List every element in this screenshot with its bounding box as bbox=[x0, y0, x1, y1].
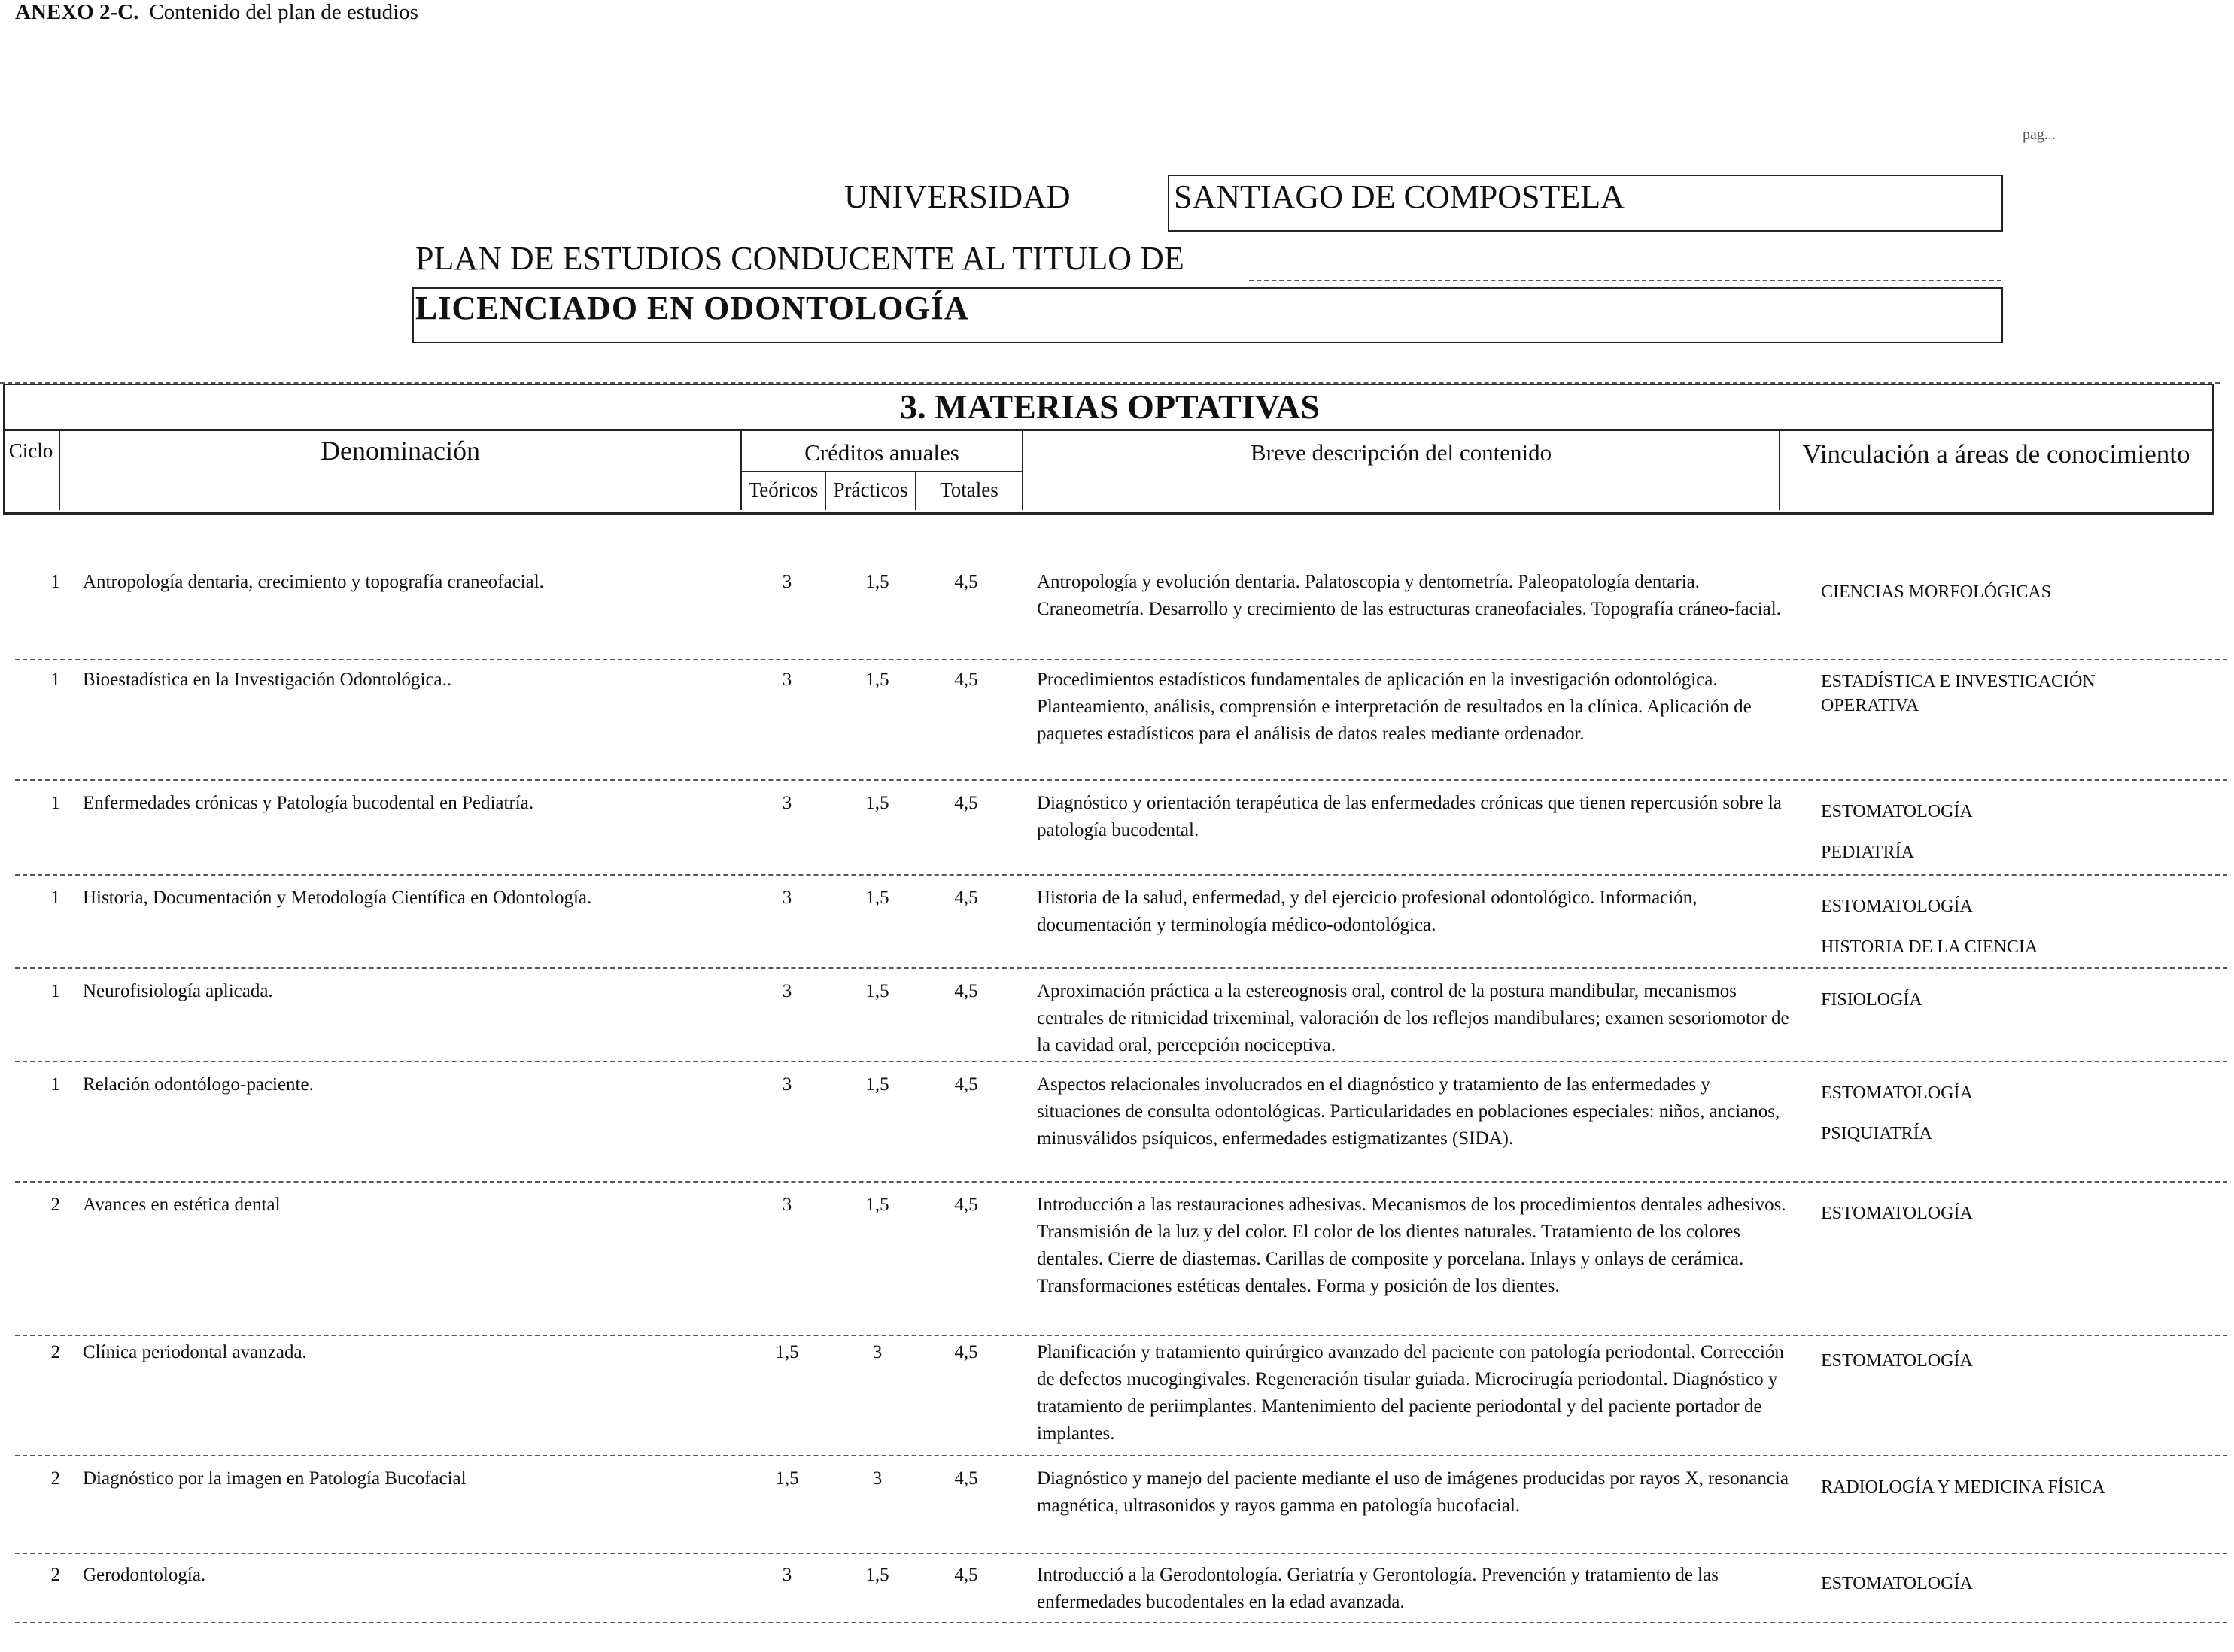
row-6-rule bbox=[15, 1181, 2227, 1183]
row-8-ciclo: 2 bbox=[50, 1342, 60, 1362]
row-6-area-2: PSIQUIATRÍA bbox=[1821, 1124, 1933, 1143]
row-10-descripcion: Introducció a la Gerodontología. Geriatría y Gerontología. Prevención y tratamiento de las enfermedades bucodentales en la edad avanzada. bbox=[1037, 1565, 1719, 1612]
row-2-rule bbox=[15, 779, 2227, 781]
row-6-denominacion: Relación odontólogo-paciente. bbox=[83, 1074, 314, 1095]
row-10-teoricos: 3 bbox=[782, 1565, 792, 1585]
annex-heading bbox=[15, 0, 418, 25]
row-10-ciclo: 2 bbox=[50, 1565, 60, 1585]
row-8-area-1: ESTOMATOLOGÍA bbox=[1821, 1351, 1973, 1371]
row-10-totales: 4,5 bbox=[954, 1565, 978, 1585]
row-9-teoricos: 1,5 bbox=[775, 1468, 799, 1489]
row-5-area-1: FISIOLOGÍA bbox=[1821, 990, 1922, 1010]
col-vinculacion: Vinculación a áreas de conocimiento bbox=[1802, 439, 2190, 469]
row-2-denominacion: Bioestadística en la Investigación Odontológica.. bbox=[83, 670, 452, 690]
row-4-descripcion: Historia de la salud, enfermedad, y del ejercicio profesional odontológico. Información, documentación y terminología médico-odontológica. bbox=[1037, 888, 1698, 935]
row-2-totales: 4,5 bbox=[954, 670, 978, 690]
row-2-ciclo: 1 bbox=[50, 670, 60, 690]
row-1-practicos: 1,5 bbox=[865, 572, 889, 592]
row-6-areas bbox=[1821, 1073, 2212, 1154]
row-9-descripcion: Diagnóstico y manejo del paciente mediante el uso de imágenes producidas por rayos X, resonancia magnética, ultrasonidos y rayos gamma en patología bucofacial. bbox=[1037, 1468, 1789, 1516]
row-3-ciclo: 1 bbox=[50, 793, 60, 813]
row-4-denominacion: Historia, Documentación y Metodología Científica en Odontología. bbox=[83, 888, 592, 908]
annex-title: Contenido del plan de estudios bbox=[149, 0, 418, 24]
row-1-area-1: CIENCIAS MORFOLÓGICAS bbox=[1821, 582, 2052, 602]
row-10-practicos: 1,5 bbox=[865, 1565, 889, 1585]
row-9-practicos: 3 bbox=[872, 1468, 883, 1489]
row-8-teoricos: 1,5 bbox=[775, 1342, 799, 1362]
row-4-totales: 4,5 bbox=[954, 888, 978, 908]
row-5-ciclo: 1 bbox=[50, 981, 60, 1001]
row-7-totales: 4,5 bbox=[954, 1195, 978, 1215]
row-5-denominacion: Neurofisiología aplicada. bbox=[83, 981, 273, 1001]
col-descripcion: Breve descripción del contenido bbox=[1250, 439, 1552, 466]
section-title: 3. MATERIAS OPTATIVAS bbox=[900, 387, 1320, 426]
col-teoricos: Teóricos bbox=[748, 478, 819, 501]
row-2-practicos: 1,5 bbox=[865, 670, 889, 690]
row-7-denominacion: Avances en estética dental bbox=[83, 1195, 281, 1215]
row-9-totales: 4,5 bbox=[954, 1468, 978, 1489]
row-4-rule bbox=[15, 967, 2227, 969]
row-9-area-1: RADIOLOGÍA Y MEDICINA FÍSICA bbox=[1821, 1477, 2105, 1497]
header-divider bbox=[3, 429, 2214, 431]
row-2-descripcion: Procedimientos estadísticos fundamentales de aplicación en la investigación odontológica. Planteamiento, análisis, comprensión e interpretación de resultados en la clínica. Aplicación de paquetes estadísticos para el análisis de datos reales mediante ordenador. bbox=[1037, 670, 1752, 744]
row-7-practicos: 1,5 bbox=[865, 1195, 889, 1215]
row-8-denominacion: Clínica periodontal avanzada. bbox=[83, 1342, 307, 1362]
row-6-ciclo: 1 bbox=[50, 1074, 60, 1095]
row-7-rule bbox=[15, 1335, 2227, 1336]
row-1-rule bbox=[15, 659, 2227, 660]
row-1-denominacion: Antropología dentaria, crecimiento y topografía craneofacial. bbox=[83, 572, 544, 592]
page-mark: pag... bbox=[2023, 126, 2056, 143]
row-5-practicos: 1,5 bbox=[865, 981, 889, 1001]
col-totales: Totales bbox=[940, 478, 998, 501]
row-2-area-1: ESTADÍSTICA E INVESTIGACIÓN OPERATIVA bbox=[1821, 672, 2096, 715]
degree-title: LICENCIADO EN ODONTOLOGÍA bbox=[415, 290, 969, 326]
row-3-teoricos: 3 bbox=[782, 793, 792, 813]
row-8-areas bbox=[1821, 1341, 2212, 1381]
col-practicos: Prácticos bbox=[833, 478, 908, 501]
annex-label: ANEXO 2-C. bbox=[15, 0, 139, 24]
row-1-ciclo: 1 bbox=[50, 572, 60, 592]
row-3-area-2: PEDIATRÍA bbox=[1821, 843, 1914, 862]
row-9-ciclo: 2 bbox=[50, 1468, 60, 1489]
row-3-totales: 4,5 bbox=[954, 793, 978, 813]
row-10-denominacion: Gerodontología. bbox=[83, 1565, 206, 1585]
row-6-teoricos: 3 bbox=[782, 1074, 792, 1095]
col-denominacion: Denominación bbox=[321, 436, 480, 466]
row-3-area-1: ESTOMATOLOGÍA bbox=[1821, 802, 1973, 821]
row-4-area-1: ESTOMATOLOGÍA bbox=[1821, 897, 1973, 916]
col-creditos: Créditos anuales bbox=[804, 439, 959, 466]
col-ciclo: Ciclo bbox=[8, 439, 53, 462]
row-3-descripcion: Diagnóstico y orientación terapéutica de las enfermedades crónicas que tienen repercusión sobre la patología bucodental. bbox=[1037, 793, 1782, 840]
row-1-areas bbox=[1821, 572, 2212, 612]
row-1-totales: 4,5 bbox=[954, 572, 978, 592]
plan-underline bbox=[1249, 280, 2001, 281]
row-2-areas bbox=[1821, 670, 2175, 718]
row-5-descripcion: Aproximación práctica a la estereognosis oral, control de la postura mandibular, mecanismos centrales de ritmicidad trixeminal, valoración de los reflejos mandibulares; examen sesoriomotor de la cavidad oral, percepción nociceptiva. bbox=[1037, 981, 1789, 1055]
row-4-areas bbox=[1821, 886, 2212, 967]
row-7-area-1: ESTOMATOLOGÍA bbox=[1821, 1204, 1973, 1223]
university-name: SANTIAGO DE COMPOSTELA bbox=[1174, 178, 1625, 215]
row-5-areas bbox=[1821, 979, 2212, 1020]
row-7-descripcion: Introducción a las restauraciones adhesivas. Mecanismos de los procedimientos dentales adhesivos. Transmisión de la luz y del color. El color de los dientes naturales. Tratamiento de los colores dentales. Cierre de diastemas. Carillas de composite y porcelana. Inlays y onlays de cerámica. Transformaciones estéticas dentales. Forma y posición de los dientes. bbox=[1037, 1195, 1786, 1296]
row-3-rule bbox=[15, 874, 2227, 876]
university-label: UNIVERSIDAD bbox=[844, 178, 1071, 215]
row-4-teoricos: 3 bbox=[782, 888, 792, 908]
row-4-area-2: HISTORIA DE LA CIENCIA bbox=[1821, 937, 2038, 957]
row-7-areas bbox=[1821, 1193, 2212, 1234]
row-10-area-1: ESTOMATOLOGÍA bbox=[1821, 1574, 1973, 1593]
row-6-totales: 4,5 bbox=[954, 1074, 978, 1095]
row-6-descripcion: Aspectos relacionales involucrados en el diagnóstico y tratamiento de las enfermedades y situaciones de consulta odontológicas. Particularidades en poblaciones especiales: niños, ancianos, minusválidos psíquicos, enfermedades estigmatizantes (SIDA). bbox=[1037, 1074, 1780, 1149]
row-5-teoricos: 3 bbox=[782, 981, 792, 1001]
row-6-practicos: 1,5 bbox=[865, 1074, 889, 1095]
row-8-rule bbox=[15, 1455, 2227, 1456]
row-3-denominacion: Enfermedades crónicas y Patología bucodental en Pediatría. bbox=[83, 793, 534, 813]
row-10-areas bbox=[1821, 1563, 2212, 1604]
row-5-totales: 4,5 bbox=[954, 981, 978, 1001]
credits-subrule bbox=[740, 471, 1022, 472]
row-9-areas bbox=[1821, 1467, 2212, 1508]
row-10-rule bbox=[15, 1622, 2227, 1623]
row-7-teoricos: 3 bbox=[782, 1195, 792, 1215]
row-2-teoricos: 3 bbox=[782, 670, 792, 690]
row-5-rule bbox=[15, 1061, 2227, 1062]
row-1-teoricos: 3 bbox=[782, 572, 792, 592]
row-8-totales: 4,5 bbox=[954, 1342, 978, 1362]
row-9-rule bbox=[15, 1553, 2227, 1554]
row-4-practicos: 1,5 bbox=[865, 888, 889, 908]
row-3-areas bbox=[1821, 791, 2212, 873]
row-8-practicos: 3 bbox=[872, 1342, 883, 1362]
row-1-descripcion: Antropología y evolución dentaria. Palatoscopia y dentometría. Paleopatología dentaria. Craneometría. Desarrollo y crecimiento de las estructuras craneofaciales. Topografía cráneo-facial. bbox=[1037, 572, 1781, 619]
row-7-ciclo: 2 bbox=[50, 1195, 60, 1215]
row-3-practicos: 1,5 bbox=[865, 793, 889, 813]
row-8-descripcion: Planificación y tratamiento quirúrgico avanzado del paciente con patología periodontal. Corrección de defectos mucogingivales. Regeneración tisular guiada. Microcirugía periodontal. Diagnóstico y tratamiento de periimplantes. Mantenimiento del paciente periodontal y del paciente portador de implantes. bbox=[1037, 1342, 1784, 1444]
row-9-denominacion: Diagnóstico por la imagen en Patología Bucofacial bbox=[83, 1468, 467, 1489]
plan-label: PLAN DE ESTUDIOS CONDUCENTE AL TITULO DE bbox=[415, 240, 1184, 277]
row-6-area-1: ESTOMATOLOGÍA bbox=[1821, 1083, 1973, 1103]
row-4-ciclo: 1 bbox=[50, 888, 60, 908]
